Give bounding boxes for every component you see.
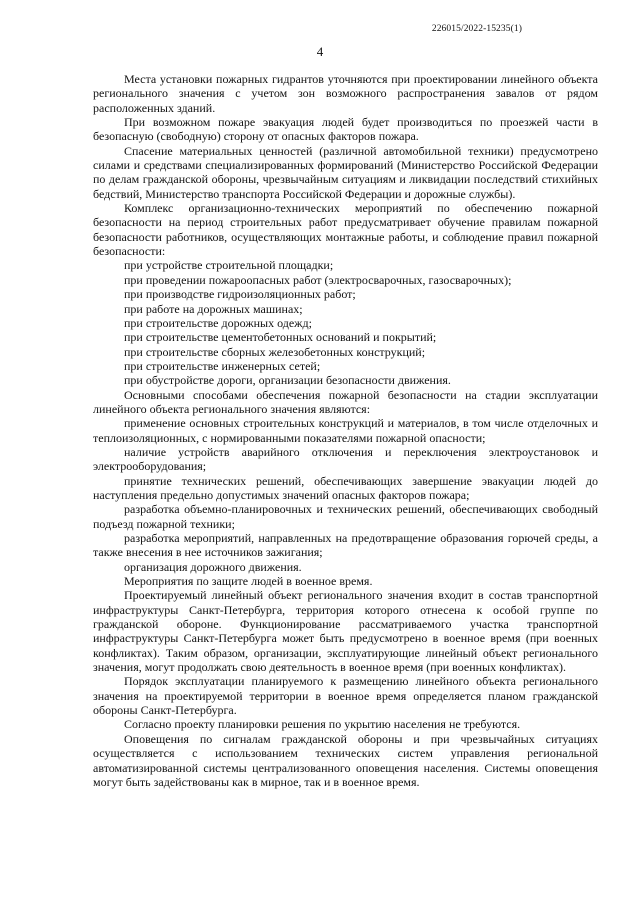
paragraph-fire-safety-measures: Комплекс организационно-технических мероприятий по обеспечению пожарной безопасности на период строительных работ предусматривает обучение правилам пожарной безопасности работников, осуществляющих монтажные работы, и соблюдение правил пожарной безопасности:: [93, 201, 598, 259]
paragraph-wartime-infrastructure: Проектируемый линейный объект регионального значения входит в состав транспортной инфраструктуры Санкт-Петербурга, территория которого отнесена к особой группе по гражданской обороне. Функционирование рассматриваемого участка транспортной инфраструктуры Санкт-Петербурга может быть предусмотрено в военное время (при военных конфликтах). Таким образом, организации, эксплуатирующие линейный объект регионального значения, могут продолжать свою деятельность в военное время (при военных конфликтах).: [93, 588, 598, 675]
list-item: при строительстве инженерных сетей;: [124, 358, 321, 373]
paragraph-warning-systems: Оповещения по сигналам гражданской обороны и при чрезвычайных ситуациях осуществляется с использованием технических систем управления региональной автоматизированной системы централизованного оповещения населения. Системы оповещения могут быть задействованы как в мирное, так и в военное время.: [93, 731, 598, 789]
paragraph-evacuation: При возможном пожаре эвакуация людей будет производиться по проезжей части в безопасную (свободную) сторону от опасных факторов пожара.: [93, 115, 598, 144]
paragraph-shelter: Согласно проекту планировки решения по укрытию населения не требуются.: [124, 717, 521, 732]
list-item: при строительстве цементобетонных оснований и покрытий;: [124, 330, 437, 345]
paragraph-rescue: Спасение материальных ценностей (различной автомобильной техники) предусмотрено силами и средствами специализированных формирований (Министерство Российской Федерации по делам гражданской обороны, чрезвычайным ситуациям и ликвидации последствий стихийных бедствий, Министерство транспорта Российской Федерации и дорожные службы).: [93, 143, 598, 201]
list-paragraph: разработка объемно-планировочных и технических решений, обеспечивающих свободный подъезд пожарной техники;: [93, 502, 598, 531]
document-body: [93, 72, 598, 789]
paragraph-hydrants: Места установки пожарных гидрантов уточняются при проектировании линейного объекта регионального значения с учетом зон возможного распространения завалов от рядом расположенных зданий.: [93, 72, 598, 115]
list-item: при строительстве сборных железобетонных конструкций;: [124, 344, 426, 359]
paragraph-operation-order: Порядок эксплуатации планируемого к размещению линейного объекта регионального значения на проектируемой территории в военное время определяется планом гражданской обороны Санкт-Петербурга.: [93, 674, 598, 718]
list-item: при обустройстве дороги, организации безопасности движения.: [124, 373, 451, 388]
list-item: при устройстве строительной площадки;: [124, 258, 334, 273]
list-item: при работе на дорожных машинах;: [124, 301, 303, 316]
list-item: при строительстве дорожных одежд;: [124, 315, 312, 330]
section-heading-wartime: Мероприятия по защите людей в военное время.: [124, 574, 373, 589]
list-item: при проведении пожароопасных работ (электросварочных, газосварочных);: [124, 272, 512, 287]
page-number: 4: [316, 44, 324, 59]
list-paragraph: наличие устройств аварийного отключения и переключения электроустановок и электрооборудования;: [93, 444, 598, 474]
list-paragraph: разработка мероприятий, направленных на предотвращение образования горючей среды, а также внесения в нее источников зажигания;: [93, 531, 598, 560]
paragraph-operation-methods: Основными способами обеспечения пожарной безопасности на стадии эксплуатации линейного объекта регионального значения являются:: [93, 387, 598, 416]
list-paragraph: принятие технических решений, обеспечивающих завершение эвакуации людей до наступления предельно допустимых значений опасных факторов пожара;: [93, 473, 598, 502]
list-paragraph: организация дорожного движения.: [124, 559, 302, 574]
registration-number: 226015/2022-15235(1): [431, 24, 522, 34]
list-paragraph: применение основных строительных конструкций и материалов, в том числе отделочных и теплоизоляционных, с нормированными показателями пожарной опасности;: [93, 416, 598, 445]
list-item: при производстве гидроизоляционных работ;: [124, 287, 356, 302]
